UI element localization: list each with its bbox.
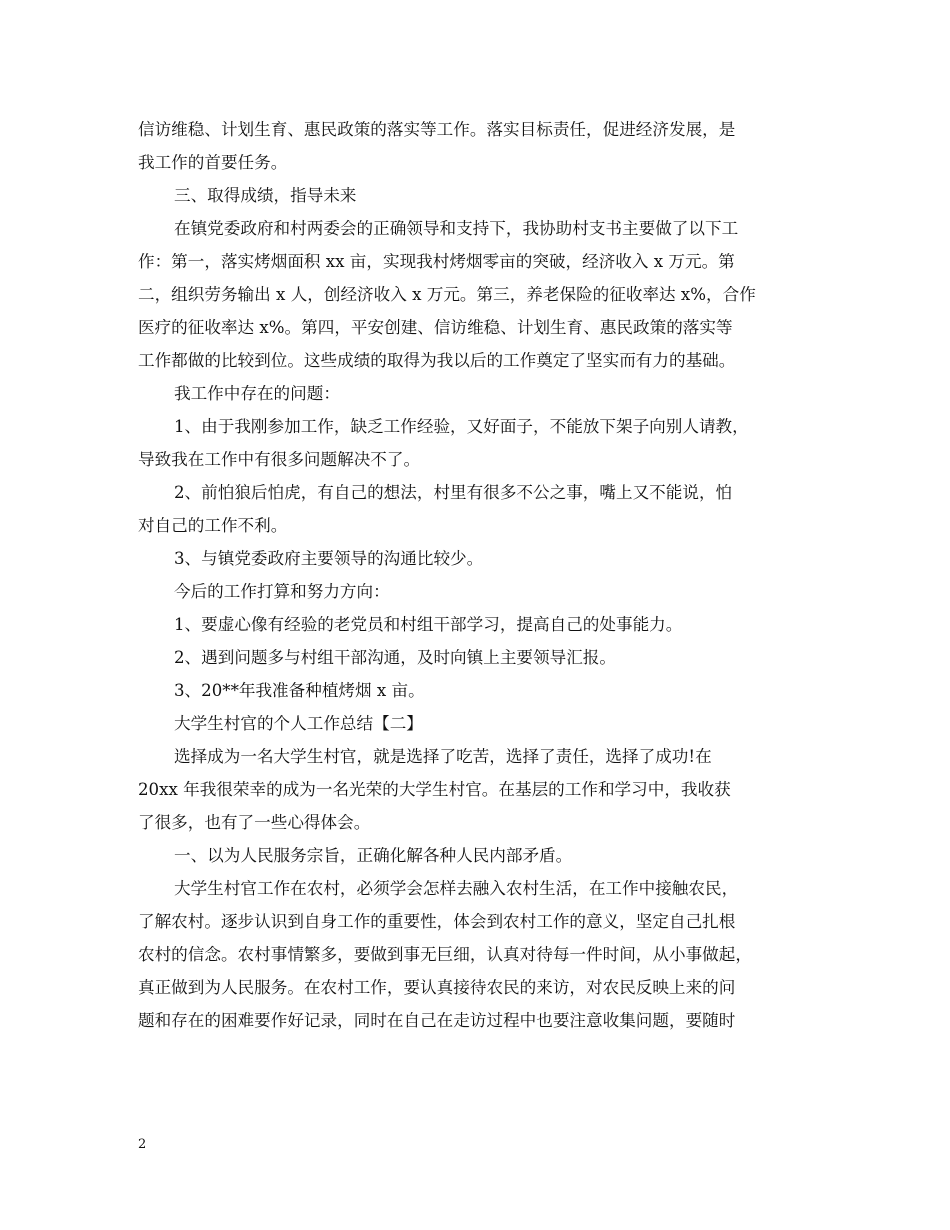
text-line: 选择成为一名大学生村官，就是选择了吃苦，选择了责任，选择了成功!在 bbox=[174, 747, 712, 766]
section-heading: 我工作中存在的问题： bbox=[174, 384, 340, 403]
section-heading: 一、以为人民服务宗旨，正确化解各种人民内部矛盾。 bbox=[174, 846, 573, 865]
article-title: 大学生村官的个人工作总结【二】 bbox=[174, 714, 423, 733]
list-item: 3、与镇党委政府主要领导的沟通比较少。 bbox=[174, 549, 484, 568]
list-item: 2、遇到问题多与村组干部沟通，及时向镇上主要领导汇报。 bbox=[174, 648, 616, 667]
text-line: 题和存在的困难要作好记录，同时在自己在走访过程中也要注意收集问题，要随时 bbox=[138, 1011, 736, 1030]
list-item: 1、由于我刚参加工作，缺乏工作经验，又好面子，不能放下架子向别人请教， bbox=[174, 417, 749, 436]
list-item: 2、前怕狼后怕虎，有自己的想法，村里有很多不公之事，嘴上又不能说，怕 bbox=[174, 483, 733, 502]
text-line: 信访维稳、计划生育、惠民政策的落实等工作。落实目标责任，促进经济发展，是 bbox=[138, 120, 736, 139]
text-line: 作：第一，落实烤烟面积 xx 亩，实现我村烤烟零亩的突破，经济收入 x 万元。第 bbox=[138, 252, 735, 271]
section-heading: 今后的工作打算和努力方向： bbox=[174, 582, 390, 601]
text-line: 了很多，也有了一些心得体会。 bbox=[138, 813, 371, 832]
text-line: 20xx 年我很荣幸的成为一名光荣的大学生村官。在基层的工作和学习中，我收获 bbox=[138, 780, 731, 799]
text-line: 工作都做的比较到位。这些成绩的取得为我以后的工作奠定了坚实而有力的基础。 bbox=[138, 351, 736, 370]
page-number: 2 bbox=[138, 1137, 147, 1152]
body-text bbox=[138, 113, 812, 1037]
text-line: 农村的信念。农村事情繁多，要做到事无巨细，认真对待每一件时间，从小事做起， bbox=[138, 945, 752, 964]
text-line: 了解农村。逐步认识到自身工作的重要性，体会到农村工作的意义，坚定自己扎根 bbox=[138, 912, 736, 931]
text-line: 对自己的工作不利。 bbox=[138, 516, 288, 535]
text-line: 在镇党委政府和村两委会的正确领导和支持下，我协助村支书主要做了以下工 bbox=[174, 219, 739, 238]
text-line: 真正做到为人民服务。在农村工作，要认真接待农民的来访，对农民反映上来的问 bbox=[138, 978, 736, 997]
list-item: 3、20**年我准备种植烤烟 x 亩。 bbox=[174, 681, 425, 700]
section-heading: 三、取得成绩，指导未来 bbox=[174, 186, 357, 205]
text-line: 二，组织劳务输出 x 人，创经济收入 x 万元。第三，养老保险的征收率达 x%，合作 bbox=[138, 285, 756, 304]
text-line: 医疗的征收率达 x%。第四，平安创建、信访维稳、计划生育、惠民政策的落实等 bbox=[138, 318, 733, 337]
text-line: 导致我在工作中有很多问题解决不了。 bbox=[138, 450, 421, 469]
text-line: 我工作的首要任务。 bbox=[138, 153, 288, 172]
text-line: 大学生村官工作在农村，必须学会怎样去融入农村生活，在工作中接触农民， bbox=[174, 879, 739, 898]
list-item: 1、要虚心像有经验的老党员和村组干部学习，提高自己的处事能力。 bbox=[174, 615, 683, 634]
